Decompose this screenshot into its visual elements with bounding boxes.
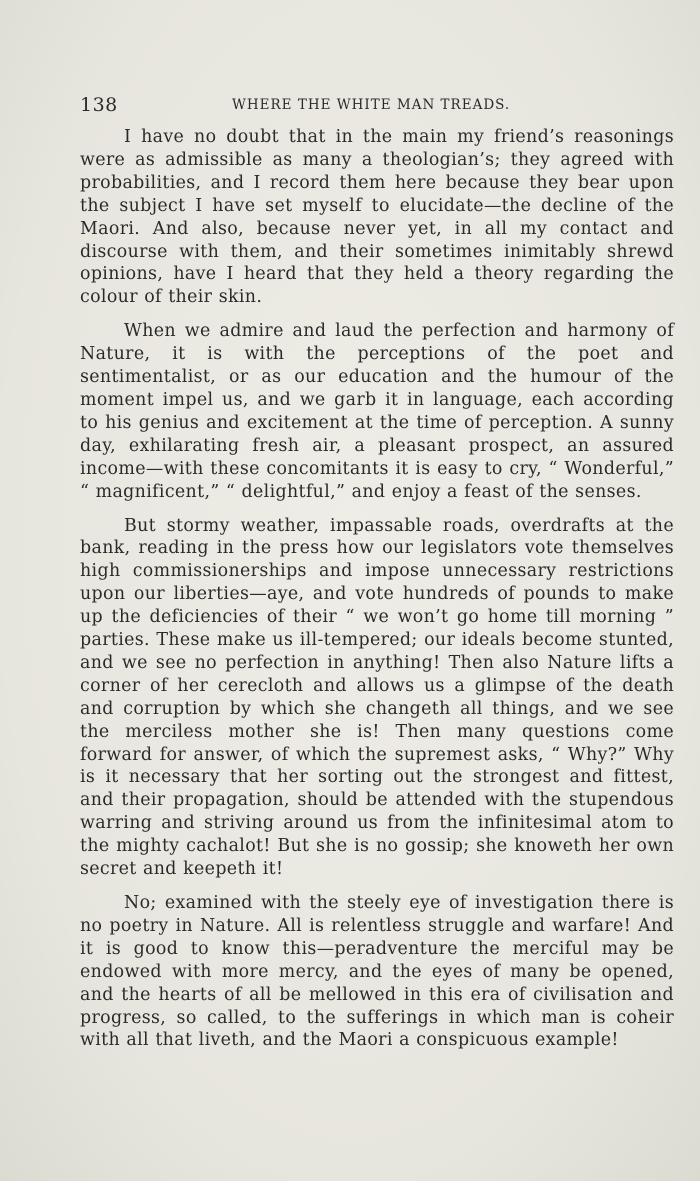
paragraph: When we admire and laud the perfection and harmony of Nature, it is with the perceptions of the poet and sentimentalist, or as our education and the humour of the moment impel us, and we garb it in language, each according to his genius and excitement at the time of perception. A sunny day, exhilarating fresh air, a pleasant prospect, an assured income—with these concomitants it is easy to cry, “ Wonderful,” “ magnificent,” “ delightful,” and enjoy a feast of the senses. xyxy=(80,321,674,502)
body-text xyxy=(80,126,674,1052)
running-head xyxy=(80,92,674,120)
paragraph: I have no doubt that in the main my friend’s reasonings were as admissible as many a theologian’s; they agreed with probabilities, and I record them here because they bear upon the subject I have set myself to elucidate—the decline of the Maori. And also, because never yet, in all my contact and discourse with them, and their sometimes inimitably shrewd opinions, have I heard that they held a theory regarding the colour of their skin. xyxy=(80,127,674,308)
paragraph: No; examined with the steely eye of investigation there is no poetry in Nature. All is relentless struggle and warfare! And it is good to know this—peradventure the merciful may be endowed with more mercy, and the eyes of many be opened, and the hearts of all be mellowed in this era of civilisation and progress, so called, to the sufferings in which man is coheir with all that liveth, and the Maori a conspicuous example! xyxy=(80,893,674,1051)
paragraph: But stormy weather, impassable roads, overdrafts at the bank, reading in the press how our legislators vote themselves high commissionerships and impose unnecessary restrictions upon our liberties—aye, and vote hundreds of pounds to make up the deficiencies of their “ we won’t go home till morning ” parties. These make us ill-tempered; our ideals become stunted, and we see no perfection in anything! Then also Nature lifts a corner of her cerecloth and allows us a glimpse of the death and corruption by which she changeth all things, and we see the merciless mother she is! Then many questions come forward for answer, of which the supremest asks, “ Why?” Why is it necessary that her sorting out the strongest and fittest, and their propagation, should be attended with the stupendous warring and striving around us from the infinitesimal atom to the mighty cachalot! But she is no gossip; she knoweth her own secret and keepeth it! xyxy=(80,515,674,880)
page-number: 138 xyxy=(80,94,118,116)
book-page xyxy=(80,92,674,1063)
running-title: WHERE THE WHITE MAN TREADS. xyxy=(232,97,511,113)
